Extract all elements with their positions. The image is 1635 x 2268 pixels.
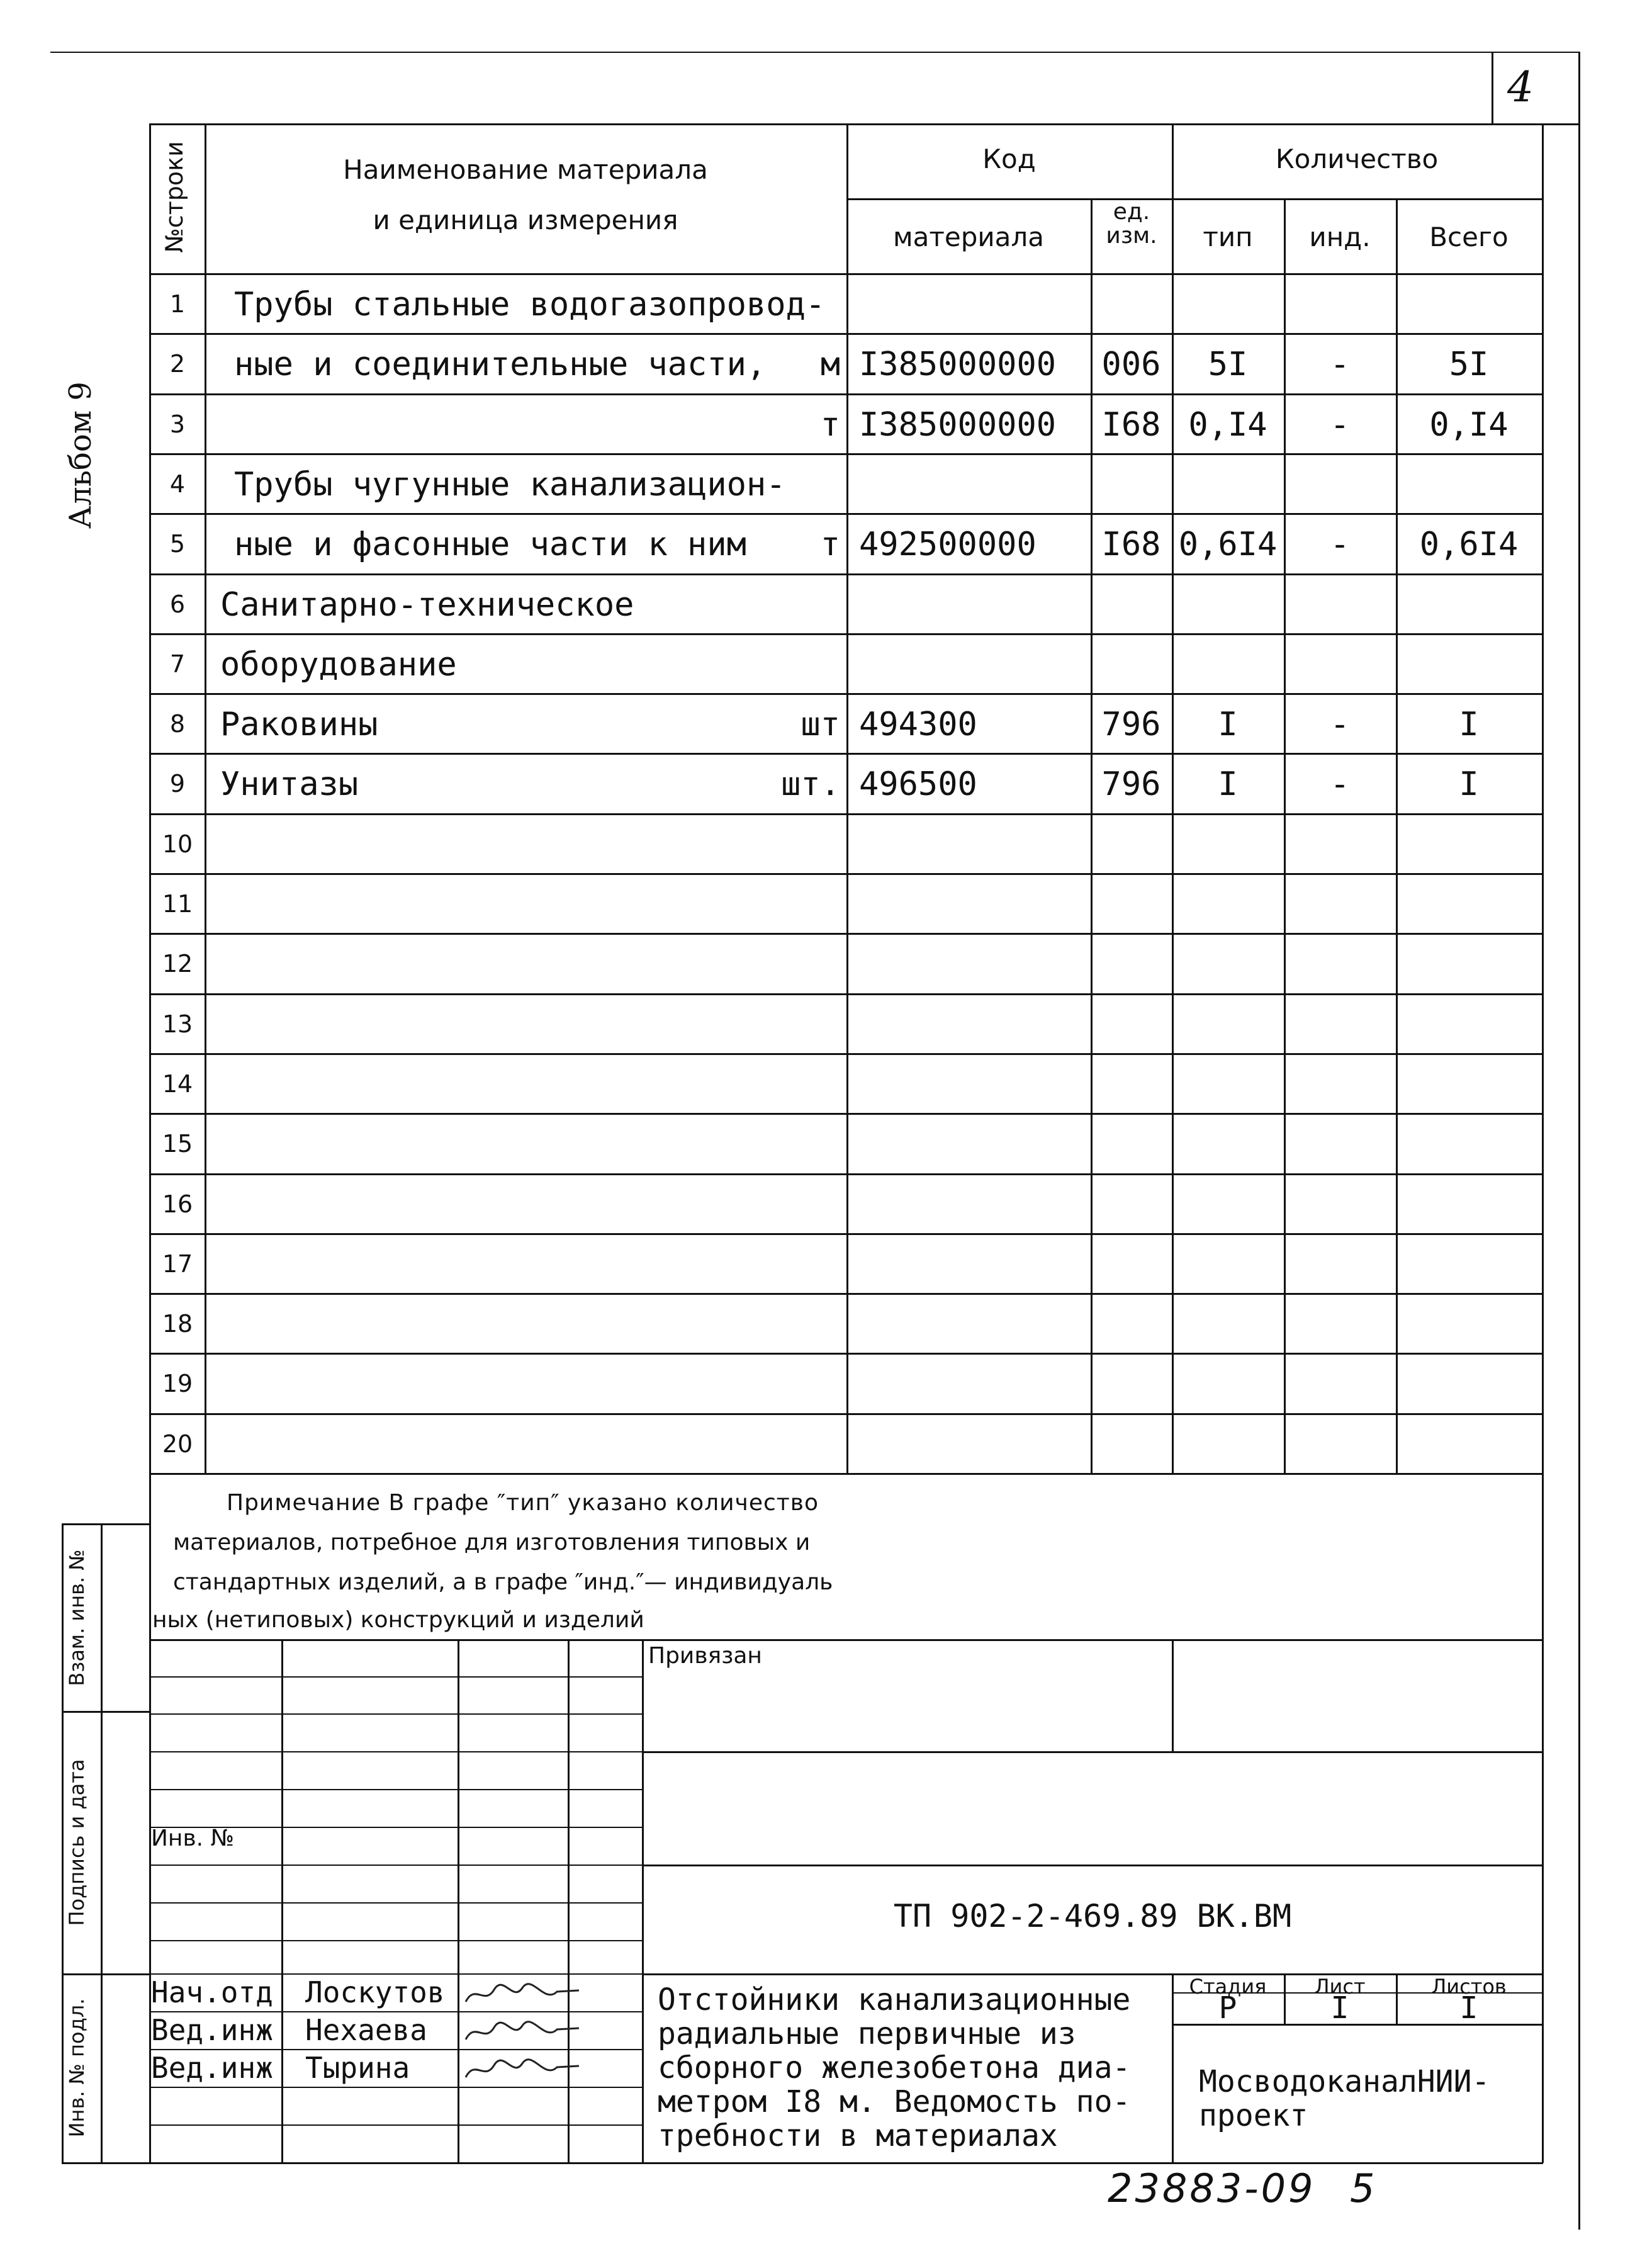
- header-material: материала: [892, 222, 1044, 252]
- row-line: [149, 993, 1543, 995]
- row-line: [149, 1053, 1543, 1055]
- bottom-border-line: [62, 2162, 1543, 2164]
- header-name-line2: и единица измерения: [373, 205, 678, 235]
- stamp-row-line: [149, 1902, 643, 1904]
- stamp-person-name: Тырина: [305, 2051, 410, 2085]
- row-tip: I: [1218, 765, 1238, 803]
- note-line-1: Примечание В графе ″тип″ указано количество: [227, 1490, 819, 1516]
- header-mid-line: [846, 198, 1543, 200]
- header-name-line1: Наименование материала: [343, 154, 708, 185]
- row-name: ные и соединительные части,: [234, 346, 767, 383]
- row-unit-code: 006: [1101, 346, 1161, 383]
- stamp-organization: [1199, 2065, 1490, 2133]
- row-name: ные и фасонные части к ним: [234, 526, 746, 563]
- archive-number: 23883-09: [1108, 2165, 1316, 2211]
- row-number: 12: [162, 950, 193, 978]
- row-number: 5: [169, 530, 186, 558]
- stamp-privyazan: Привязан: [648, 1643, 762, 1669]
- archive-sheet: 5: [1350, 2165, 1375, 2211]
- header-total: Всего: [1429, 222, 1509, 252]
- page-number: 4: [1507, 63, 1534, 111]
- stamp-sheet-value: I: [1330, 1990, 1349, 2026]
- row-line: [149, 753, 1543, 755]
- header-row-no: №строки: [160, 141, 188, 253]
- stamp-row-line: [149, 1676, 643, 1678]
- row-unit: т: [820, 526, 840, 563]
- stamp-code-top: [642, 1865, 1543, 1866]
- side-strip-left: [62, 1523, 64, 2163]
- row-total: I: [1459, 706, 1479, 743]
- stamp-top-line: [149, 1639, 1543, 1641]
- row-number: 14: [162, 1070, 193, 1098]
- row-line: [149, 1293, 1543, 1295]
- row-total: I: [1459, 765, 1479, 803]
- stamp-row-line: [149, 2011, 643, 2012]
- header-ind: инд.: [1309, 222, 1371, 252]
- stamp-person-name: Нехаева: [305, 2013, 427, 2047]
- row-number: 16: [162, 1190, 193, 1218]
- row-total: 5I: [1449, 346, 1489, 383]
- stamp-sheet-label: Лист: [1314, 1975, 1366, 1999]
- stamp-privyazan-sep: [1172, 1639, 1174, 1751]
- row-tip: 0,6I4: [1178, 526, 1278, 563]
- row-code: 494300: [859, 706, 977, 743]
- row-number: 18: [162, 1310, 193, 1338]
- stamp-inv-no: Инв. №: [151, 1825, 235, 1851]
- stamp-row-line: [149, 1940, 643, 1941]
- row-line: [149, 453, 1543, 455]
- row-line: [149, 1353, 1543, 1355]
- signature-scribble: [463, 2056, 582, 2084]
- stamp-title-line-5: требности в материалах: [658, 2118, 1058, 2153]
- signature-scribble: [463, 2018, 582, 2046]
- row-unit: м: [820, 346, 840, 383]
- row-line: [149, 633, 1543, 635]
- row-number: 11: [162, 890, 193, 918]
- stamp-stage-label: Стадия: [1189, 1975, 1267, 1999]
- row-number: 20: [162, 1430, 193, 1458]
- row-ind: -: [1330, 526, 1350, 563]
- side-strip-right: [101, 1523, 103, 2163]
- row-unit-code: I68: [1101, 406, 1161, 444]
- row-line: [149, 813, 1543, 815]
- stamp-person-role: Вед.инж: [151, 2013, 273, 2047]
- col-sep-code: [1091, 198, 1093, 1474]
- row-line: [149, 1413, 1543, 1415]
- side-label-inv-podl: Инв. № подл.: [65, 1998, 89, 2138]
- row-line: [149, 573, 1543, 575]
- row-tip: 5I: [1208, 346, 1248, 383]
- row-name: Раковины: [220, 706, 378, 743]
- row-line: [149, 693, 1543, 695]
- row-code: 492500000: [859, 526, 1037, 563]
- row-total: 0,I4: [1429, 406, 1509, 444]
- stamp-row-line: [149, 2124, 643, 2126]
- stamp-person-role: Вед.инж: [151, 2051, 273, 2085]
- stamp-row-line: [149, 1865, 643, 1866]
- row-unit-code: 796: [1101, 765, 1161, 803]
- row-number: 17: [162, 1250, 193, 1278]
- stamp-org-line-1: МосводоканалНИИ-: [1199, 2064, 1490, 2099]
- row-unit: шт: [801, 706, 840, 743]
- row-line: [149, 933, 1543, 935]
- row-name: Унитазы: [220, 765, 359, 803]
- stamp-stage-value: Р: [1218, 1990, 1237, 2026]
- side-label-vzam: Взам. инв. №: [65, 1549, 89, 1686]
- stamp-row-line: [149, 2049, 643, 2050]
- note-line-2: материалов, потребное для изготовления типовых и: [173, 1530, 811, 1555]
- stamp-row-line: [149, 1789, 643, 1790]
- row-line: [149, 1173, 1543, 1175]
- row-number: 9: [169, 770, 186, 798]
- row-name: Трубы стальные водогазопровод-: [234, 286, 826, 324]
- row-number: 6: [169, 590, 186, 618]
- header-tip: тип: [1203, 222, 1253, 252]
- top-border-line: [50, 52, 1580, 53]
- row-code: I385000000: [859, 406, 1057, 444]
- stamp-title-line-3: сборного железобетона диа-: [658, 2050, 1131, 2085]
- right-border-line: [1578, 52, 1580, 2230]
- row-name: Трубы чугунные канализацион-: [234, 466, 786, 504]
- stamp-col-1: [281, 1639, 283, 2163]
- row-line: [149, 1113, 1543, 1115]
- stamp-sheets-value: I: [1459, 1990, 1478, 2026]
- row-ind: -: [1330, 765, 1350, 803]
- row-name: Санитарно-техническое: [220, 586, 634, 624]
- row-number: 4: [169, 470, 186, 498]
- row-unit: т: [820, 406, 840, 444]
- row-line: [149, 393, 1543, 395]
- stamp-title-line-1: Отстойники канализационные: [658, 1982, 1131, 2017]
- row-code: I385000000: [859, 346, 1057, 383]
- row-number: 19: [162, 1370, 193, 1397]
- row-code: 496500: [859, 765, 977, 803]
- col-sep-tip: [1284, 198, 1286, 1474]
- stamp-row-line: [149, 1713, 643, 1715]
- row-number: 10: [162, 830, 193, 858]
- note-line-3: стандартных изделий, а в графе ″инд.″— индивидуаль: [173, 1569, 833, 1595]
- row-total: 0,6I4: [1419, 526, 1519, 563]
- row-number: 2: [169, 350, 186, 378]
- row-unit: шт.: [781, 765, 840, 803]
- row-number: 15: [162, 1130, 193, 1158]
- side-label-podpis: Подпись и дата: [65, 1759, 89, 1926]
- col-sep-name: [846, 123, 848, 1474]
- row-name: оборудование: [220, 646, 457, 684]
- table-bottom-line: [149, 1473, 1543, 1475]
- table-right-border: [1542, 123, 1544, 2163]
- row-number: 7: [169, 650, 186, 678]
- header-quantity: Количество: [1275, 144, 1439, 174]
- stamp-person-name: Лоскутов: [305, 1975, 445, 2009]
- stamp-sheets-label: Листов: [1431, 1975, 1507, 1999]
- row-number: 3: [169, 410, 186, 438]
- stamp-row-line: [149, 1751, 643, 1752]
- row-number: 8: [169, 710, 186, 738]
- note-line-4: ных (нетиповых) конструкций и изделий: [152, 1607, 644, 1633]
- stamp-row-line: [149, 1973, 643, 1975]
- row-unit-code: 796: [1101, 706, 1161, 743]
- stamp-title-line-2: радиальные первичные из: [658, 2016, 1076, 2051]
- row-number: 13: [162, 1010, 193, 1038]
- stamp-col-2: [458, 1639, 459, 2163]
- stamp-title: [658, 1983, 1130, 2153]
- signature-scribble: [463, 1980, 582, 2008]
- row-line: [149, 873, 1543, 875]
- row-line: [149, 333, 1543, 335]
- row-number: 1: [169, 290, 186, 318]
- row-ind: -: [1330, 346, 1350, 383]
- row-tip: 0,I4: [1188, 406, 1267, 444]
- header-bottom-line: [149, 273, 1543, 275]
- stamp-doc-code: ТП 902-2-469.89 ВК.ВМ: [893, 1898, 1292, 1934]
- row-ind: -: [1330, 406, 1350, 444]
- row-ind: -: [1330, 706, 1350, 743]
- album-label: Альбом 9: [63, 381, 98, 529]
- stamp-title-line-4: метром I8 м. Ведомость по-: [658, 2084, 1131, 2119]
- row-line: [149, 513, 1543, 515]
- stamp-row-line: [149, 2087, 643, 2088]
- stamp-privyazan-bottom: [642, 1751, 1543, 1753]
- stamp-org-line-2: проект: [1199, 2098, 1308, 2133]
- header-code: Код: [982, 144, 1036, 174]
- row-tip: I: [1218, 706, 1238, 743]
- header-unit-code: ед. изм.: [1106, 199, 1157, 249]
- page-number-box-left: [1492, 52, 1493, 124]
- row-unit-code: I68: [1101, 526, 1161, 563]
- col-sep-ind: [1396, 198, 1398, 1474]
- stamp-col-3: [568, 1639, 570, 2163]
- stamp-person-role: Нач.отд: [151, 1975, 273, 2009]
- row-line: [149, 1233, 1543, 1235]
